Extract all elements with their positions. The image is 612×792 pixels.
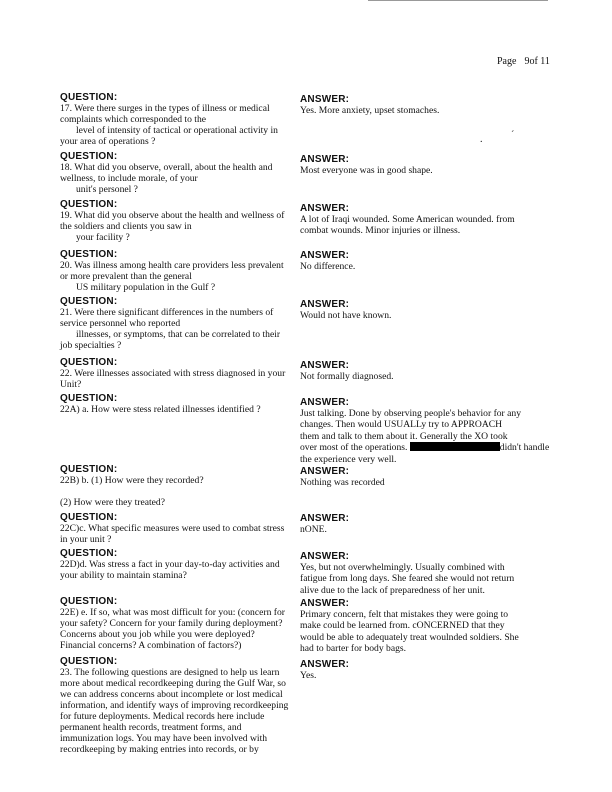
question-text-line: 22D)d. Was stress a fact in your day-to-day activities and: [60, 559, 280, 570]
question-19: [60, 199, 300, 243]
answer-label: ANSWER:: [300, 94, 350, 105]
answer-text-line: them and talk to them about it. Generally the XO took: [300, 430, 508, 442]
redaction-bar: [410, 442, 500, 451]
question-text-line: 22E) e. If so, what was most difficult for you: (concern for: [60, 607, 285, 618]
question-label: QUESTION:: [60, 357, 118, 368]
question-text-line: service personnel who reported: [60, 318, 181, 329]
question-18: [60, 151, 300, 195]
question-label: QUESTION:: [60, 151, 118, 162]
question-label: QUESTION:: [60, 296, 118, 307]
answer-23: [300, 659, 590, 681]
question-21: [60, 296, 300, 351]
question-23: [60, 656, 300, 755]
question-text-line: job specialties ?: [60, 340, 122, 351]
stray-mark-dot: .: [480, 134, 483, 145]
question-text-line: immunization logs. You may have been involved with: [60, 733, 268, 744]
question-text-line: illnesses, or symptoms, that can be correlated to their: [76, 329, 281, 340]
answer-text-line: No difference.: [300, 261, 356, 272]
question-text-line: level of intensity of tactical or operational activity in: [76, 125, 278, 136]
question-label: QUESTION:: [60, 199, 118, 210]
question-text-line: for future deployments. Medical records here include: [60, 711, 265, 722]
question-text-line: your facility ?: [76, 232, 130, 243]
question-text-line: recordkeeping by making entries into records, or by: [60, 744, 259, 755]
question-label: QUESTION:: [60, 249, 118, 260]
answer-label: ANSWER:: [300, 250, 350, 261]
question-text-line: 22B) b. (1) How were they recorded?: [60, 475, 204, 486]
question-label: QUESTION:: [60, 596, 118, 607]
answer-text-line: changes. Then would USUALLy try to APPROACH: [300, 419, 503, 431]
answer-text-line: would be able to adequately treat woulnded soldiers. She: [300, 631, 519, 643]
question-text-line: 17. Were there surges in the types of illness or medical: [60, 103, 270, 114]
answer-label: ANSWER:: [300, 466, 350, 477]
answer-label: ANSWER:: [300, 299, 350, 310]
question-label: QUESTION:: [60, 393, 118, 404]
question-text-line: more about medical recordkeeping during the Gulf War, so: [60, 678, 286, 689]
question-text-line: Concerns about you job while you were deployed?: [60, 629, 255, 640]
answer-21: [300, 299, 590, 321]
question-22a: [60, 393, 300, 415]
question-label: QUESTION:: [60, 548, 118, 559]
answer-text-line: Would not have known.: [300, 310, 392, 321]
answer-text-line: combat wounds. Minor injuries or illness.: [300, 225, 461, 237]
answer-22b: [300, 466, 590, 488]
answer-text-fragment: didn't handle: [499, 442, 550, 454]
question-text-line: 18. What did you observe, overall, about the health and: [60, 162, 273, 173]
answer-text-line: Yes.: [300, 670, 317, 681]
answer-text-line: A lot of Iraqi wounded. Some American wounded. from: [300, 214, 515, 225]
answer-text-line: Primary concern, felt that mistakes they were going to: [300, 609, 509, 620]
answer-22a: [300, 397, 590, 465]
question-text-line: 21. Were there significant differences in the numbers of: [60, 307, 274, 318]
answer-label: ANSWER:: [300, 598, 350, 609]
followup-question: (2) How were they treated?: [60, 497, 165, 508]
answer-label: ANSWER:: [300, 203, 350, 214]
question-text-line: permanent health records, treatment forms, and: [60, 722, 242, 733]
question-text-line: 22C)c. What specific measures were used to combat stress: [60, 523, 285, 534]
page-label: Page: [497, 56, 517, 67]
question-22e: [60, 596, 300, 651]
question-text-line: your ability to maintain stamina?: [60, 570, 187, 581]
question-text-line: 22A) a. How were stess related illnesses identified ?: [60, 404, 261, 415]
top-rule: [368, 0, 548, 1]
answer-22e: [300, 598, 590, 655]
question-text-line: complaints which corresponded to the: [60, 114, 207, 125]
question-text-line: Unit?: [60, 379, 82, 390]
question-text-line: or more prevalent than the general: [60, 271, 192, 282]
answer-label: ANSWER:: [300, 513, 350, 524]
answer-label: ANSWER:: [300, 551, 350, 562]
answer-text-line: alive due to the lack of preparedness of her unit.: [300, 584, 485, 596]
question-text-line: Financial concerns? A combination of factors?): [60, 640, 242, 651]
question-22: [60, 357, 300, 390]
answer-text-line: had to barter for body bags.: [300, 643, 407, 655]
answer-text-line: nONE.: [300, 524, 327, 535]
page-count: 9of 11: [524, 56, 550, 67]
answer-text-line: Just talking. Done by observing people's behavior for any: [300, 408, 522, 419]
answer-text-line: Nothing was recorded: [300, 477, 385, 488]
question-label: QUESTION:: [60, 656, 118, 667]
answer-17: [300, 94, 590, 116]
question-text-line: information, and identify ways of improving recordkeeping: [60, 700, 289, 711]
question-text-line: your safety? Concern for your family during deployment?: [60, 618, 283, 629]
question-label: QUESTION:: [60, 464, 118, 475]
question-text-line: 23. The following questions are designed to help us learn: [60, 667, 280, 678]
answer-text-line: make could be learned from. cONCERNED that they: [300, 620, 505, 632]
answer-text-line: Not formally diagnosed.: [300, 371, 394, 382]
question-22d: [60, 548, 300, 581]
answer-22: [300, 360, 590, 382]
question-label: QUESTION:: [60, 512, 118, 523]
answer-label: ANSWER:: [300, 360, 350, 371]
question-text-line: unit's personel ?: [76, 184, 138, 195]
answer-text-line: Yes, but not overwhelmingly. Usually combined with: [300, 562, 505, 573]
answer-22d: [300, 551, 590, 596]
answer-text-line: Most everyone was in good shape.: [300, 165, 433, 176]
answer-text-line: the experience very well.: [300, 453, 397, 465]
answer-label: ANSWER:: [300, 154, 350, 165]
question-17: [60, 92, 300, 147]
answer-label: ANSWER:: [300, 659, 350, 670]
question-text-line: 19. What did you observe about the health and wellness of: [60, 210, 285, 221]
page-number: [497, 56, 558, 67]
answer-20: [300, 250, 590, 272]
question-text-line: 20. Was illness among health care providers less prevalent: [60, 260, 284, 271]
answer-text-line: fatigue from long days. She feared she would not return: [300, 573, 515, 585]
question-20: [60, 249, 300, 293]
answer-19: [300, 203, 590, 237]
question-22b: [60, 464, 300, 508]
question-22c: [60, 512, 300, 545]
answer-label: ANSWER:: [300, 397, 350, 408]
stray-mark-tick: ´: [511, 130, 515, 141]
question-text-line: in your unit ?: [60, 534, 112, 545]
question-text-line: the soldiers and clients you saw in: [60, 221, 192, 232]
answer-text-fragment: over most of the operations.: [300, 442, 408, 454]
answer-text-line: [300, 442, 590, 453]
answer-22c: [300, 513, 590, 535]
question-label: QUESTION:: [60, 92, 118, 103]
answer-text-line: Yes. More anxiety, upset stomaches.: [300, 105, 440, 116]
question-text-line: your area of operations ?: [60, 136, 156, 147]
question-text-line: 22. Were illnesses associated with stress diagnosed in your: [60, 368, 286, 379]
question-text-line: wellness, to include morale, of your: [60, 173, 198, 184]
answer-18: [300, 154, 590, 176]
question-text-line: we can address concerns about incomplete or lost medical: [60, 689, 283, 700]
question-text-line: US military population in the Gulf ?: [76, 282, 216, 293]
